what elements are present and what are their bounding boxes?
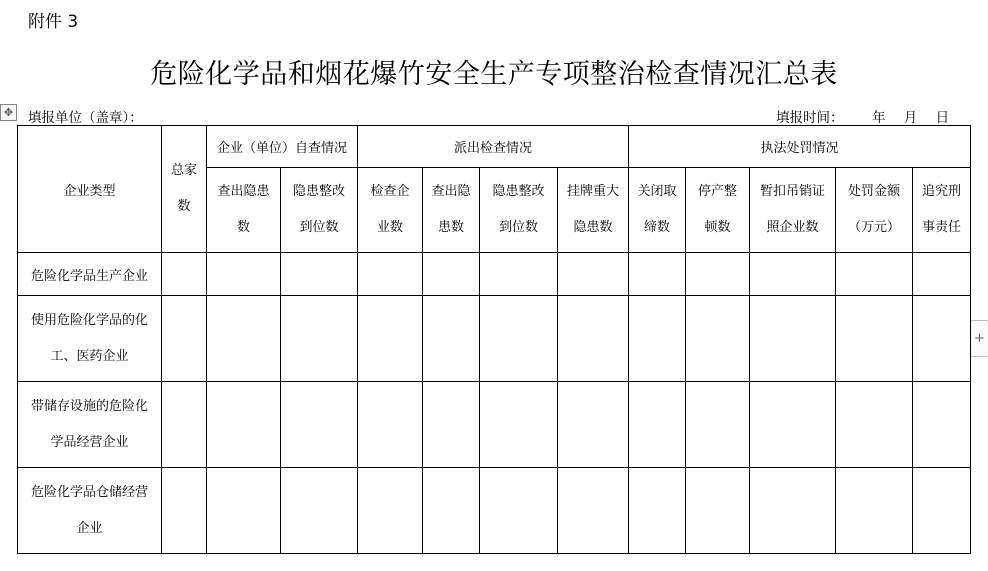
summary-table — [17, 125, 971, 554]
header-dispatch-group: 派出检查情况 — [358, 126, 629, 168]
header-col-license-revoked: 暂扣吊销证 照企业数 — [750, 168, 836, 253]
header-col-suspended: 停产整 顿数 — [686, 168, 750, 253]
header-total-count: 总家 数 — [162, 126, 207, 253]
header-col-criminal-liability: 追究刑 事责任 — [913, 168, 971, 253]
fill-unit-label: 填报单位（盖章）： — [28, 110, 143, 126]
header-col-dispatch-hazards-rectified: 隐患整改 到位数 — [480, 168, 558, 253]
table-row — [18, 296, 971, 382]
add-column-plus-icon[interactable]: + — [970, 320, 988, 357]
header-col-enterprises-inspected: 检查企 业数 — [358, 168, 423, 253]
header-col-dispatch-hazards-found: 查出隐 患数 — [423, 168, 480, 253]
header-enterprise-type: 企业类型 — [18, 126, 162, 253]
table-row — [18, 253, 971, 296]
table-row — [18, 468, 971, 554]
row-label: 危险化学品仓储经营 企业 — [18, 468, 162, 554]
attachment-label: 附件 3 — [28, 12, 79, 32]
header-col-hazards-found: 查出隐患 数 — [207, 168, 281, 253]
table-row — [18, 382, 971, 468]
row-label: 带储存设施的危险化 学品经营企业 — [18, 382, 162, 468]
header-col-fine-amount: 处罚金额 （万元） — [836, 168, 913, 253]
header-col-major-hazards-listed: 挂牌重大 隐患数 — [558, 168, 629, 253]
page-title: 危险化学品和烟花爆竹安全生产专项整治检查情况汇总表 — [150, 59, 838, 90]
row-label: 使用危险化学品的化 工、医药企业 — [18, 296, 162, 382]
header-col-closed: 关闭取 缔数 — [629, 168, 686, 253]
fill-time-label: 填报时间： — [776, 110, 844, 126]
fill-date-label: 年 月 日 — [872, 110, 950, 126]
header-enforcement-group: 执法处罚情况 — [629, 126, 971, 168]
header-col-hazards-rectified: 隐患整改 到位数 — [281, 168, 358, 253]
row-label: 危险化学品生产企业 — [18, 253, 162, 296]
table-move-handle-icon[interactable]: ✥ — [0, 104, 17, 121]
header-self-check-group: 企业（单位）自查情况 — [207, 126, 358, 168]
